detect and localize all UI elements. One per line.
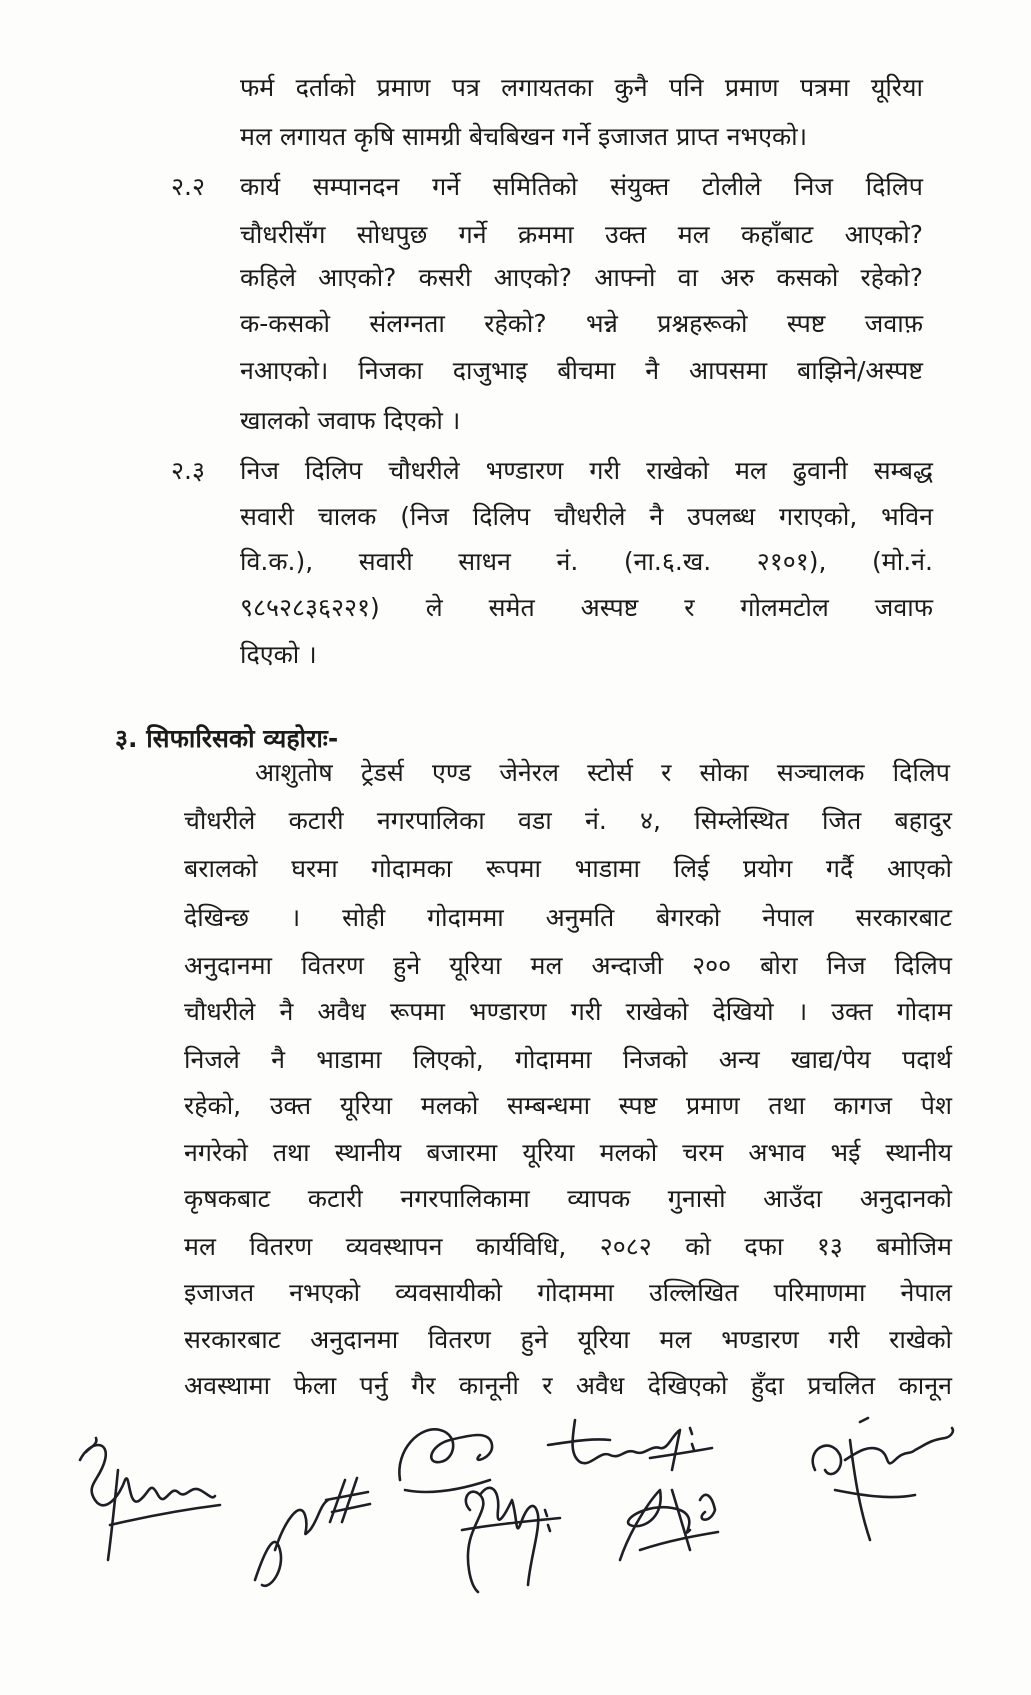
point-line: कार्य सम्पानदन गर्ने समितिको संयुक्त टोलीले निज दिलिप xyxy=(240,172,923,201)
paragraph-line: अनुदानमा वितरण हुने यूरिया मल अन्दाजी २०० बोरा निज दिलिप xyxy=(184,951,952,980)
point-number: २.३ xyxy=(171,456,205,485)
point-line: वि.क.), सवारी साधन नं. (ना.६.ख. २१०१), (मो.नं. xyxy=(240,547,933,576)
point-line: दिएको । xyxy=(240,640,317,669)
paragraph-line: मल वितरण व्यवस्थापन कार्यविधि, २०८२ को दफा १३ बमोजिम xyxy=(184,1232,952,1261)
paragraph-line: कृषकबाट कटारी नगरपालिकामा व्यापक गुनासो आउँदा अनुदानको xyxy=(184,1184,952,1213)
signature-5 xyxy=(462,1488,560,1592)
paragraph-line: देखिन्छ । सोही गोदाममा अनुमति बेगरको नेपाल सरकारबाट xyxy=(184,903,952,932)
signature-3 xyxy=(399,1429,492,1492)
paragraph-line: रहेको, उक्त यूरिया मलको सम्बन्धमा स्पष्ट प्रमाण तथा कागज पेश xyxy=(184,1091,952,1120)
continuation-line: मल लगायत कृषि सामग्री बेचबिखन गर्ने इजाजत प्राप्त नभएको। xyxy=(240,122,808,151)
paragraph-line: इजाजत नभएको व्यवसायीको गोदाममा उल्लिखित परिमाणमा नेपाल xyxy=(184,1278,952,1307)
point-line: कहिले आएको? कसरी आएको? आफ्नो वा अरु कसको रहेको? xyxy=(240,263,923,292)
paragraph-line: अवस्थामा फेला पर्नु गैर कानूनी र अवैध देखिएको हुँदा प्रचलित कानून xyxy=(184,1371,952,1400)
signature-4 xyxy=(548,1420,712,1470)
point-line: सवारी चालक (निज दिलिप चौधरीले नै उपलब्ध गराएको, भविन xyxy=(240,502,933,531)
point-line: नआएको। निजका दाजुभाइ बीचमा नै आपसमा बाझिने/अस्पष्ट xyxy=(240,356,923,385)
signature-1 xyxy=(80,1438,220,1560)
paragraph-line: सरकारबाट अनुदानमा वितरण हुने यूरिया मल भण्डारण गरी राखेको xyxy=(184,1325,952,1354)
point-number: २.२ xyxy=(171,172,205,201)
signatures-block xyxy=(0,1400,1031,1630)
paragraph-line: चौधरीले कटारी नगरपालिका वडा नं. ४, सिम्लेस्थित जित बहादुर xyxy=(184,806,952,835)
paragraph-line: बरालको घरमा गोदामका रूपमा भाडामा लिई प्रयोग गर्दै आएको xyxy=(184,854,952,883)
signature-7 xyxy=(813,1418,953,1540)
signature-6 xyxy=(620,1490,718,1560)
point-line: खालको जवाफ दिएको । xyxy=(240,406,461,435)
point-line: चौधरीसँग सोधपुछ गर्ने क्रममा उक्त मल कहाँबाट आएको? xyxy=(240,220,923,249)
point-line: क-कसको संलग्नता रहेको? भन्ने प्रश्नहरूको स्पष्ट जवाफ़ xyxy=(240,309,923,338)
paragraph-line: आशुतोष ट्रेडर्स एण्ड जेनेरल स्टोर्स र सोका सञ्चालक दिलिप xyxy=(255,758,950,787)
section-heading: ३. सिफारिसको व्यहोराः- xyxy=(115,724,339,753)
paragraph-line: निजले नै भाडामा लिएको, गोदाममा निजको अन्य खाद्य/पेय पदार्थ xyxy=(184,1045,952,1074)
paragraph-line: नगरेको तथा स्थानीय बजारमा यूरिया मलको चरम अभाव भई स्थानीय xyxy=(184,1138,952,1167)
signature-2 xyxy=(255,1478,370,1586)
point-line: ९८५२८३६२२१) ले समेत अस्पष्ट र गोलमटोल जवाफ xyxy=(240,593,933,622)
point-line: निज दिलिप चौधरीले भण्डारण गरी राखेको मल ढुवानी सम्बद्ध xyxy=(240,456,933,485)
continuation-line: फर्म दर्ताको प्रमाण पत्र लगायतका कुनै पनि प्रमाण पत्रमा यूरिया xyxy=(240,73,923,102)
paragraph-line: चौधरीले नै अवैध रूपमा भण्डारण गरी राखेको देखियो । उक्त गोदाम xyxy=(184,997,952,1026)
